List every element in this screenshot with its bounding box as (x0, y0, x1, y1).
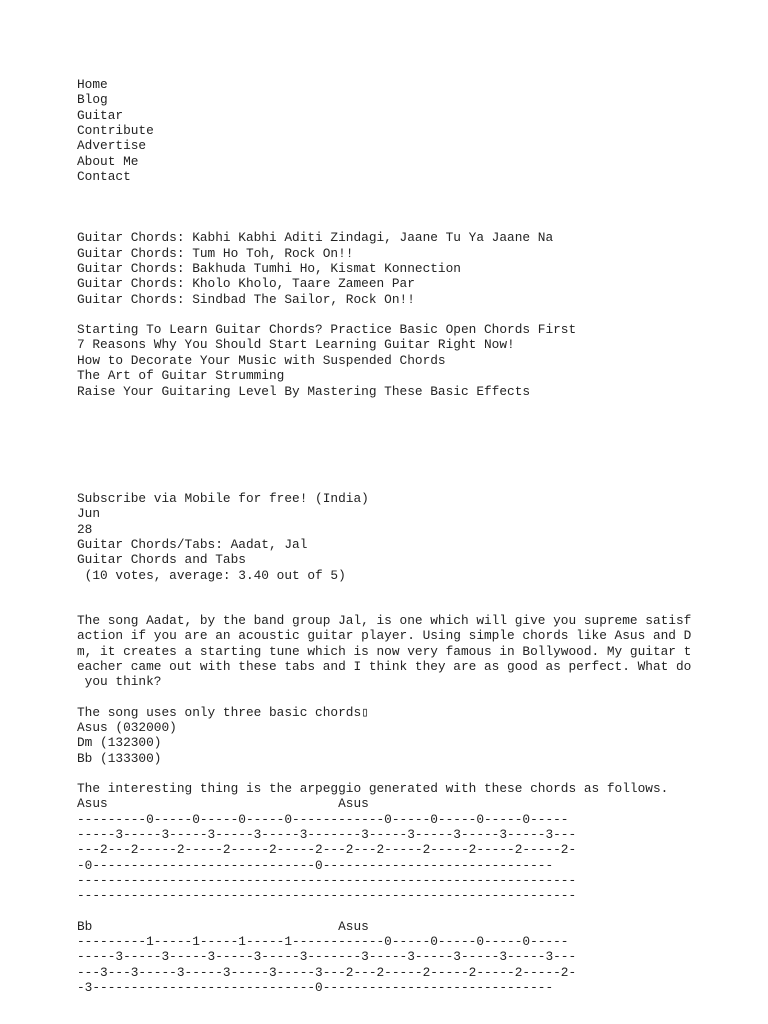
tab-string-line: ----------------------------------------------------------------- (77, 873, 577, 889)
recent-chords-link[interactable]: Guitar Chords: Kholo Kholo, Taare Zameen Par (77, 276, 415, 292)
arpeggio-intro-text: The interesting thing is the arpeggio generated with these chords as follows. (77, 781, 669, 796)
recent-chords-link[interactable]: Guitar Chords: Tum Ho Toh, Rock On!! (77, 245, 354, 261)
popular-post-link[interactable]: The Art of Guitar Strumming (77, 368, 285, 384)
recent-chords-list (77, 230, 717, 307)
recent-chords-link[interactable]: Guitar Chords: Bakhuda Tumhi Ho, Kismat Konnection (77, 261, 461, 277)
popular-posts-list (77, 322, 717, 399)
subscribe-mobile-link[interactable]: Subscribe via Mobile for free! (India) (77, 490, 369, 506)
nav-home-link[interactable]: Home (77, 77, 108, 92)
nav-advertise-link[interactable]: Advertise (77, 138, 147, 154)
nav-about-me-link[interactable]: About Me (77, 153, 139, 169)
tab-string-line: -----3-----3-----3-----3-----3-------3-----3-----3-----3-----3--- (77, 949, 577, 965)
chord-item: Asus (032000) (77, 719, 177, 735)
recent-chords-link[interactable]: Guitar Chords: Kabhi Kabhi Aditi Zindagi, Jaane Tu Ya Jaane Na (77, 230, 554, 246)
tab-string-line: ---2---2-----2-----2-----2-----2---2---2-----2-----2-----2-----2- (77, 842, 577, 858)
tab-string-line: -----3-----3-----3-----3-----3-------3-----3-----3-----3-----3--- (77, 827, 577, 843)
tab-string-line: ---------0-----0-----0-----0------------0-----0-----0-----0----- (77, 811, 569, 827)
chord-list (77, 705, 717, 766)
post-title[interactable]: Guitar Chords/Tabs: Aadat, Jal (77, 536, 308, 552)
post-date-day: 28 (77, 521, 93, 537)
nav-blog-link[interactable]: Blog (77, 92, 108, 108)
chord-item: Dm (132300) (77, 735, 162, 751)
nav-contact-link[interactable]: Contact (77, 169, 131, 185)
post-paragraph-line: m, it creates a starting tune which is now very famous in Bollywood. My guitar t (77, 643, 692, 659)
chord-item: Bb (133300) (77, 750, 162, 766)
tab-chord-labels: Asus Asus (77, 796, 369, 812)
tab-string-line: ----------------------------------------------------------------- (77, 888, 577, 904)
post-category-link[interactable]: Guitar Chords and Tabs (77, 552, 246, 568)
popular-post-link[interactable]: 7 Reasons Why You Should Start Learning Guitar Right Now! (77, 337, 515, 353)
main-nav (77, 77, 717, 184)
tab-string-line: -0-----------------------------0------------------------------ (77, 857, 554, 873)
nav-guitar-link[interactable]: Guitar (77, 107, 124, 123)
popular-post-link[interactable]: Starting To Learn Guitar Chords? Practice Basic Open Chords First (77, 322, 577, 338)
page-content (77, 77, 717, 995)
nav-contribute-link[interactable]: Contribute (77, 123, 154, 139)
post-paragraph-line: eacher came out with these tabs and I think they are as good as perfect. What do (77, 658, 692, 674)
popular-post-link[interactable]: How to Decorate Your Music with Suspended Chords (77, 352, 446, 368)
post-date-month: Jun (77, 506, 101, 522)
post-header (77, 491, 717, 583)
chords-intro-text: The song uses only three basic chords▯ (77, 704, 369, 720)
tab-string-line: ---------1-----1-----1-----1------------0-----0-----0-----0----- (77, 934, 569, 950)
post-rating: (10 votes, average: 3.40 out of 5) (77, 567, 346, 583)
post-paragraph-line: action if you are an acoustic guitar player. Using simple chords like Asus and D (77, 628, 692, 644)
post-paragraph-line: The song Aadat, by the band group Jal, is one which will give you supreme satisf (77, 612, 692, 628)
tab-string-line: ---3---3-----3-----3-----3-----3---2---2-----2-----2-----2-----2- (77, 964, 577, 980)
tab-block-2 (77, 919, 717, 996)
recent-chords-link[interactable]: Guitar Chords: Sindbad The Sailor, Rock On!! (77, 291, 415, 307)
post-paragraph-line: you think? (77, 674, 162, 690)
tab-string-line: -3-----------------------------0------------------------------ (77, 980, 554, 996)
tab-chord-labels: Bb Asus (77, 918, 369, 934)
popular-post-link[interactable]: Raise Your Guitaring Level By Mastering These Basic Effects (77, 383, 531, 399)
post-intro (77, 613, 717, 690)
tab-block-1 (77, 781, 717, 904)
